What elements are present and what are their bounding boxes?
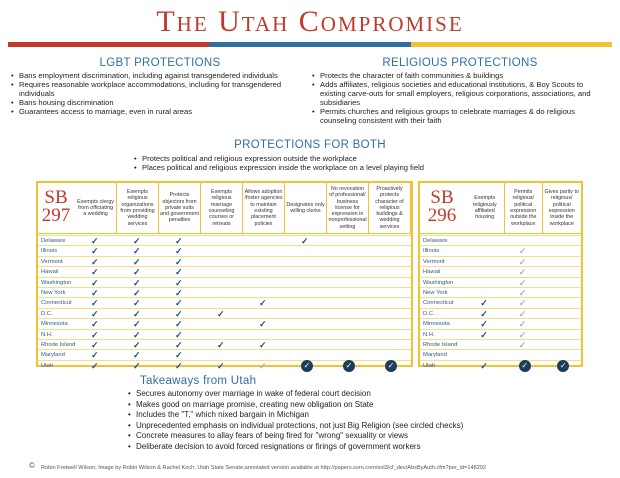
state-name: Rhode Island	[41, 342, 76, 348]
check-icon: ✓	[91, 298, 99, 309]
table-row	[420, 318, 581, 328]
column-header: Permits religious/ political expression outside the workplace	[505, 183, 544, 233]
check-icon: ✓	[518, 277, 527, 288]
check-icon: ✓	[518, 256, 527, 267]
check-icon: ✓	[133, 298, 141, 309]
state-name: Rhode Island	[423, 342, 458, 348]
table-row	[420, 245, 581, 255]
state-name: N.H.	[41, 331, 53, 338]
table-row	[420, 277, 581, 287]
footer-credit: Robin Fretwell Wilson; Image by Robin Wilson & Rachel Koch; Utah State Senate;annotated version available at http://papers.ssrn.com/sol3/cf_dev/AbsByAuth.cfm?per_id=148292	[41, 465, 487, 471]
check-icon: ✓	[91, 340, 99, 350]
state-name: Vermont	[41, 258, 63, 265]
check-icon: ✓	[175, 267, 183, 278]
column-header: Proactively protects character of religious buildings & wedding services	[369, 183, 411, 233]
check-icon: ✓	[518, 329, 527, 340]
table-row	[38, 235, 411, 245]
check-icon: ✓	[133, 246, 141, 257]
check-icon: ✓	[133, 288, 141, 298]
list-item: • Places political and religious expression inside the workplace on a level playing field	[133, 163, 533, 172]
check-icon: ✓	[175, 329, 183, 340]
table-row	[38, 360, 411, 370]
table-row	[38, 277, 411, 287]
table-row	[420, 297, 581, 307]
check-icon: ✓	[91, 267, 99, 278]
list-item: • Makes good on marriage promise, creating new obligation on State	[127, 400, 547, 411]
check-icon: ✓	[518, 319, 527, 330]
check-icon: ✓	[91, 236, 99, 246]
list-item: • Guarantees access to marriage, even in rural areas	[10, 107, 300, 116]
list-item: • Secures autonomy over marriage in wake of federal court decision	[127, 389, 547, 400]
check-icon: ✓	[133, 360, 141, 371]
check-icon: ✓	[518, 308, 527, 319]
table-row	[420, 235, 581, 245]
table-row	[420, 256, 581, 266]
list-item: • Deliberate decision to avoid forced resignations or firings of government workers	[127, 442, 547, 453]
check-icon: ✓	[175, 350, 183, 361]
color-bars	[8, 42, 612, 47]
check-icon: ✓	[91, 329, 99, 340]
header-divider	[38, 233, 411, 234]
sb-prefix: SB	[430, 187, 454, 208]
header-divider	[420, 233, 581, 234]
lgbt-heading: LGBT PROTECTIONS	[99, 57, 221, 69]
both-list	[133, 154, 533, 172]
state-name: D.C.	[423, 310, 435, 317]
table-row	[38, 287, 411, 297]
table-row	[420, 308, 581, 318]
check-icon: ✓	[259, 319, 267, 330]
sb297-table	[36, 181, 413, 371]
table-row	[420, 349, 581, 359]
list-item: • Requires reasonable workplace accommodations, including for transgendered individuals	[10, 80, 300, 98]
sb-number: 297	[41, 205, 71, 226]
sb-prefix: SB	[44, 187, 68, 208]
state-name: New York	[41, 290, 66, 296]
circled-check-icon: ✓	[301, 360, 313, 372]
state-name: N.H.	[423, 331, 435, 338]
check-icon: ✓	[133, 340, 141, 350]
check-icon: ✓	[480, 298, 488, 309]
check-icon: ✓	[175, 246, 183, 257]
state-name: Connecticut	[41, 300, 72, 307]
religious-heading: RELIGIOUS PROTECTIONS	[382, 57, 538, 69]
circled-check-icon: ✓	[385, 360, 397, 372]
column-header: Gives parity to religious/ political expression inside the workplace	[543, 183, 582, 233]
state-name: Hawaii	[41, 269, 59, 276]
state-name: Illinois	[423, 248, 440, 255]
check-icon: ✓	[175, 288, 183, 298]
table-row	[420, 329, 581, 339]
check-icon: ✓	[518, 267, 527, 278]
state-name: Utah	[423, 362, 436, 369]
check-icon: ✓	[518, 246, 527, 257]
state-name: Utah	[41, 362, 54, 369]
state-name: Connecticut	[423, 300, 454, 307]
column-header: Exempts religious organizations from providing wedding services	[117, 183, 159, 233]
check-icon: ✓	[91, 308, 99, 319]
page-title: The Utah Compromise	[156, 5, 464, 38]
check-icon: ✓	[518, 288, 527, 298]
column-header: Exempts religious marriage counseling courses or retreats	[201, 183, 243, 233]
check-icon: ✓	[480, 308, 488, 319]
circled-check-icon: ✓	[557, 360, 569, 372]
check-icon: ✓	[480, 329, 488, 340]
table-row	[420, 360, 581, 370]
state-name: Maryland	[423, 352, 447, 359]
check-icon: ✓	[518, 340, 527, 350]
lgbt-list	[10, 71, 300, 116]
check-icon: ✓	[259, 298, 267, 309]
check-icon: ✓	[91, 288, 99, 298]
state-name: Illinois	[41, 248, 58, 255]
circled-check-icon: ✓	[343, 360, 355, 372]
state-name: Delaware	[41, 238, 66, 244]
state-name: Minnesota	[423, 321, 450, 328]
table-row	[420, 287, 581, 297]
list-item: • Bans employment discrimination, including against transgendered individuals	[10, 71, 300, 80]
list-item: • Includes the "T," which nixed bargain in Michigan	[127, 410, 547, 421]
table-row	[420, 339, 581, 349]
list-item: • Permits churches and religious groups to celebrate marriages & do religious counseling consistent with their faith	[311, 107, 611, 125]
check-icon: ✓	[133, 319, 141, 330]
check-icon: ✓	[175, 319, 183, 330]
check-icon: ✓	[91, 360, 99, 371]
check-icon: ✓	[133, 256, 141, 267]
table-row	[38, 308, 411, 318]
state-name: New York	[423, 290, 448, 296]
check-icon: ✓	[175, 256, 183, 267]
table-row	[38, 297, 411, 307]
table-row	[38, 339, 411, 349]
column-header: Exempts clergy from officiating a wedding	[75, 183, 117, 233]
check-icon: ✓	[217, 340, 225, 350]
table-row	[38, 256, 411, 266]
check-icon: ✓	[91, 277, 99, 288]
state-name: Vermont	[423, 258, 445, 265]
state-name: Delaware	[423, 238, 448, 244]
check-icon: ✓	[91, 246, 99, 257]
check-icon: ✓	[91, 256, 99, 267]
check-icon: ✓	[175, 360, 183, 371]
check-icon: ✓	[175, 236, 183, 246]
table-row	[38, 245, 411, 255]
check-icon: ✓	[133, 277, 141, 288]
state-name: D.C.	[41, 310, 53, 317]
list-item: • Adds affiliates, religious societies and educational institutions, & Boy Scouts to existing carve-outs for small employers, religious corporations, associations, and subsidiaries	[311, 80, 611, 107]
check-icon: ✓	[480, 360, 488, 371]
check-icon: ✓	[91, 319, 99, 330]
state-name: Minnesota	[41, 321, 68, 328]
list-item: • Concrete measures to allay fears of being fired for "wrong" sexuality or views	[127, 431, 547, 442]
table-row	[38, 329, 411, 339]
list-item: • Unprecedented emphasis on individual protections, not just Big Religion (see circled checks)	[127, 421, 547, 432]
column-header: No revocation of professional/ business license for expression in nonprofessional setting	[327, 183, 369, 233]
list-item: • Protects political and religious expression outside the workplace	[133, 154, 533, 163]
check-icon: ✓	[133, 267, 141, 278]
check-icon: ✓	[518, 298, 527, 309]
column-header: Designates only willing clerks	[285, 183, 327, 233]
check-icon: ✓	[301, 236, 309, 246]
state-name: Maryland	[41, 352, 65, 359]
state-name: Hawaii	[423, 269, 441, 276]
sb297-label	[40, 189, 72, 225]
state-name: Washington	[41, 279, 72, 286]
check-icon: ✓	[133, 236, 141, 246]
list-item: • Protects the character of faith communities & buildings	[311, 71, 611, 80]
sb296-label	[422, 189, 462, 225]
table-row	[38, 318, 411, 328]
sb296-table	[418, 181, 583, 371]
sb-number: 296	[427, 205, 457, 226]
circled-check-icon: ✓	[519, 360, 531, 372]
table-row	[38, 349, 411, 359]
table-row	[420, 266, 581, 276]
check-icon: ✓	[259, 360, 267, 371]
check-icon: ✓	[175, 277, 183, 288]
column-header: Protects objectors from private suits and government penalties	[159, 183, 201, 233]
takeaways-heading: Takeaways from Utah	[140, 375, 257, 387]
religious-list	[311, 71, 611, 125]
check-icon: ✓	[133, 329, 141, 340]
check-icon: ✓	[480, 319, 488, 330]
column-header: Exempts religiously affiliated housing	[466, 183, 505, 233]
list-item: • Bans housing discrimination	[10, 98, 300, 107]
both-heading: PROTECTIONS FOR BOTH	[234, 139, 386, 151]
copyright-symbol: ©	[29, 461, 35, 470]
column-header: Allows adoption /foster agencies to maintain existing placement policies	[243, 183, 285, 233]
table-row	[38, 266, 411, 276]
check-icon: ✓	[133, 308, 141, 319]
check-icon: ✓	[217, 308, 225, 319]
check-icon: ✓	[175, 340, 183, 350]
check-icon: ✓	[133, 350, 141, 361]
check-icon: ✓	[259, 340, 267, 350]
takeaways-list	[127, 389, 547, 452]
check-icon: ✓	[217, 360, 225, 371]
check-icon: ✓	[91, 350, 99, 361]
check-icon: ✓	[175, 298, 183, 309]
state-name: Washington	[423, 279, 454, 286]
check-icon: ✓	[175, 308, 183, 319]
